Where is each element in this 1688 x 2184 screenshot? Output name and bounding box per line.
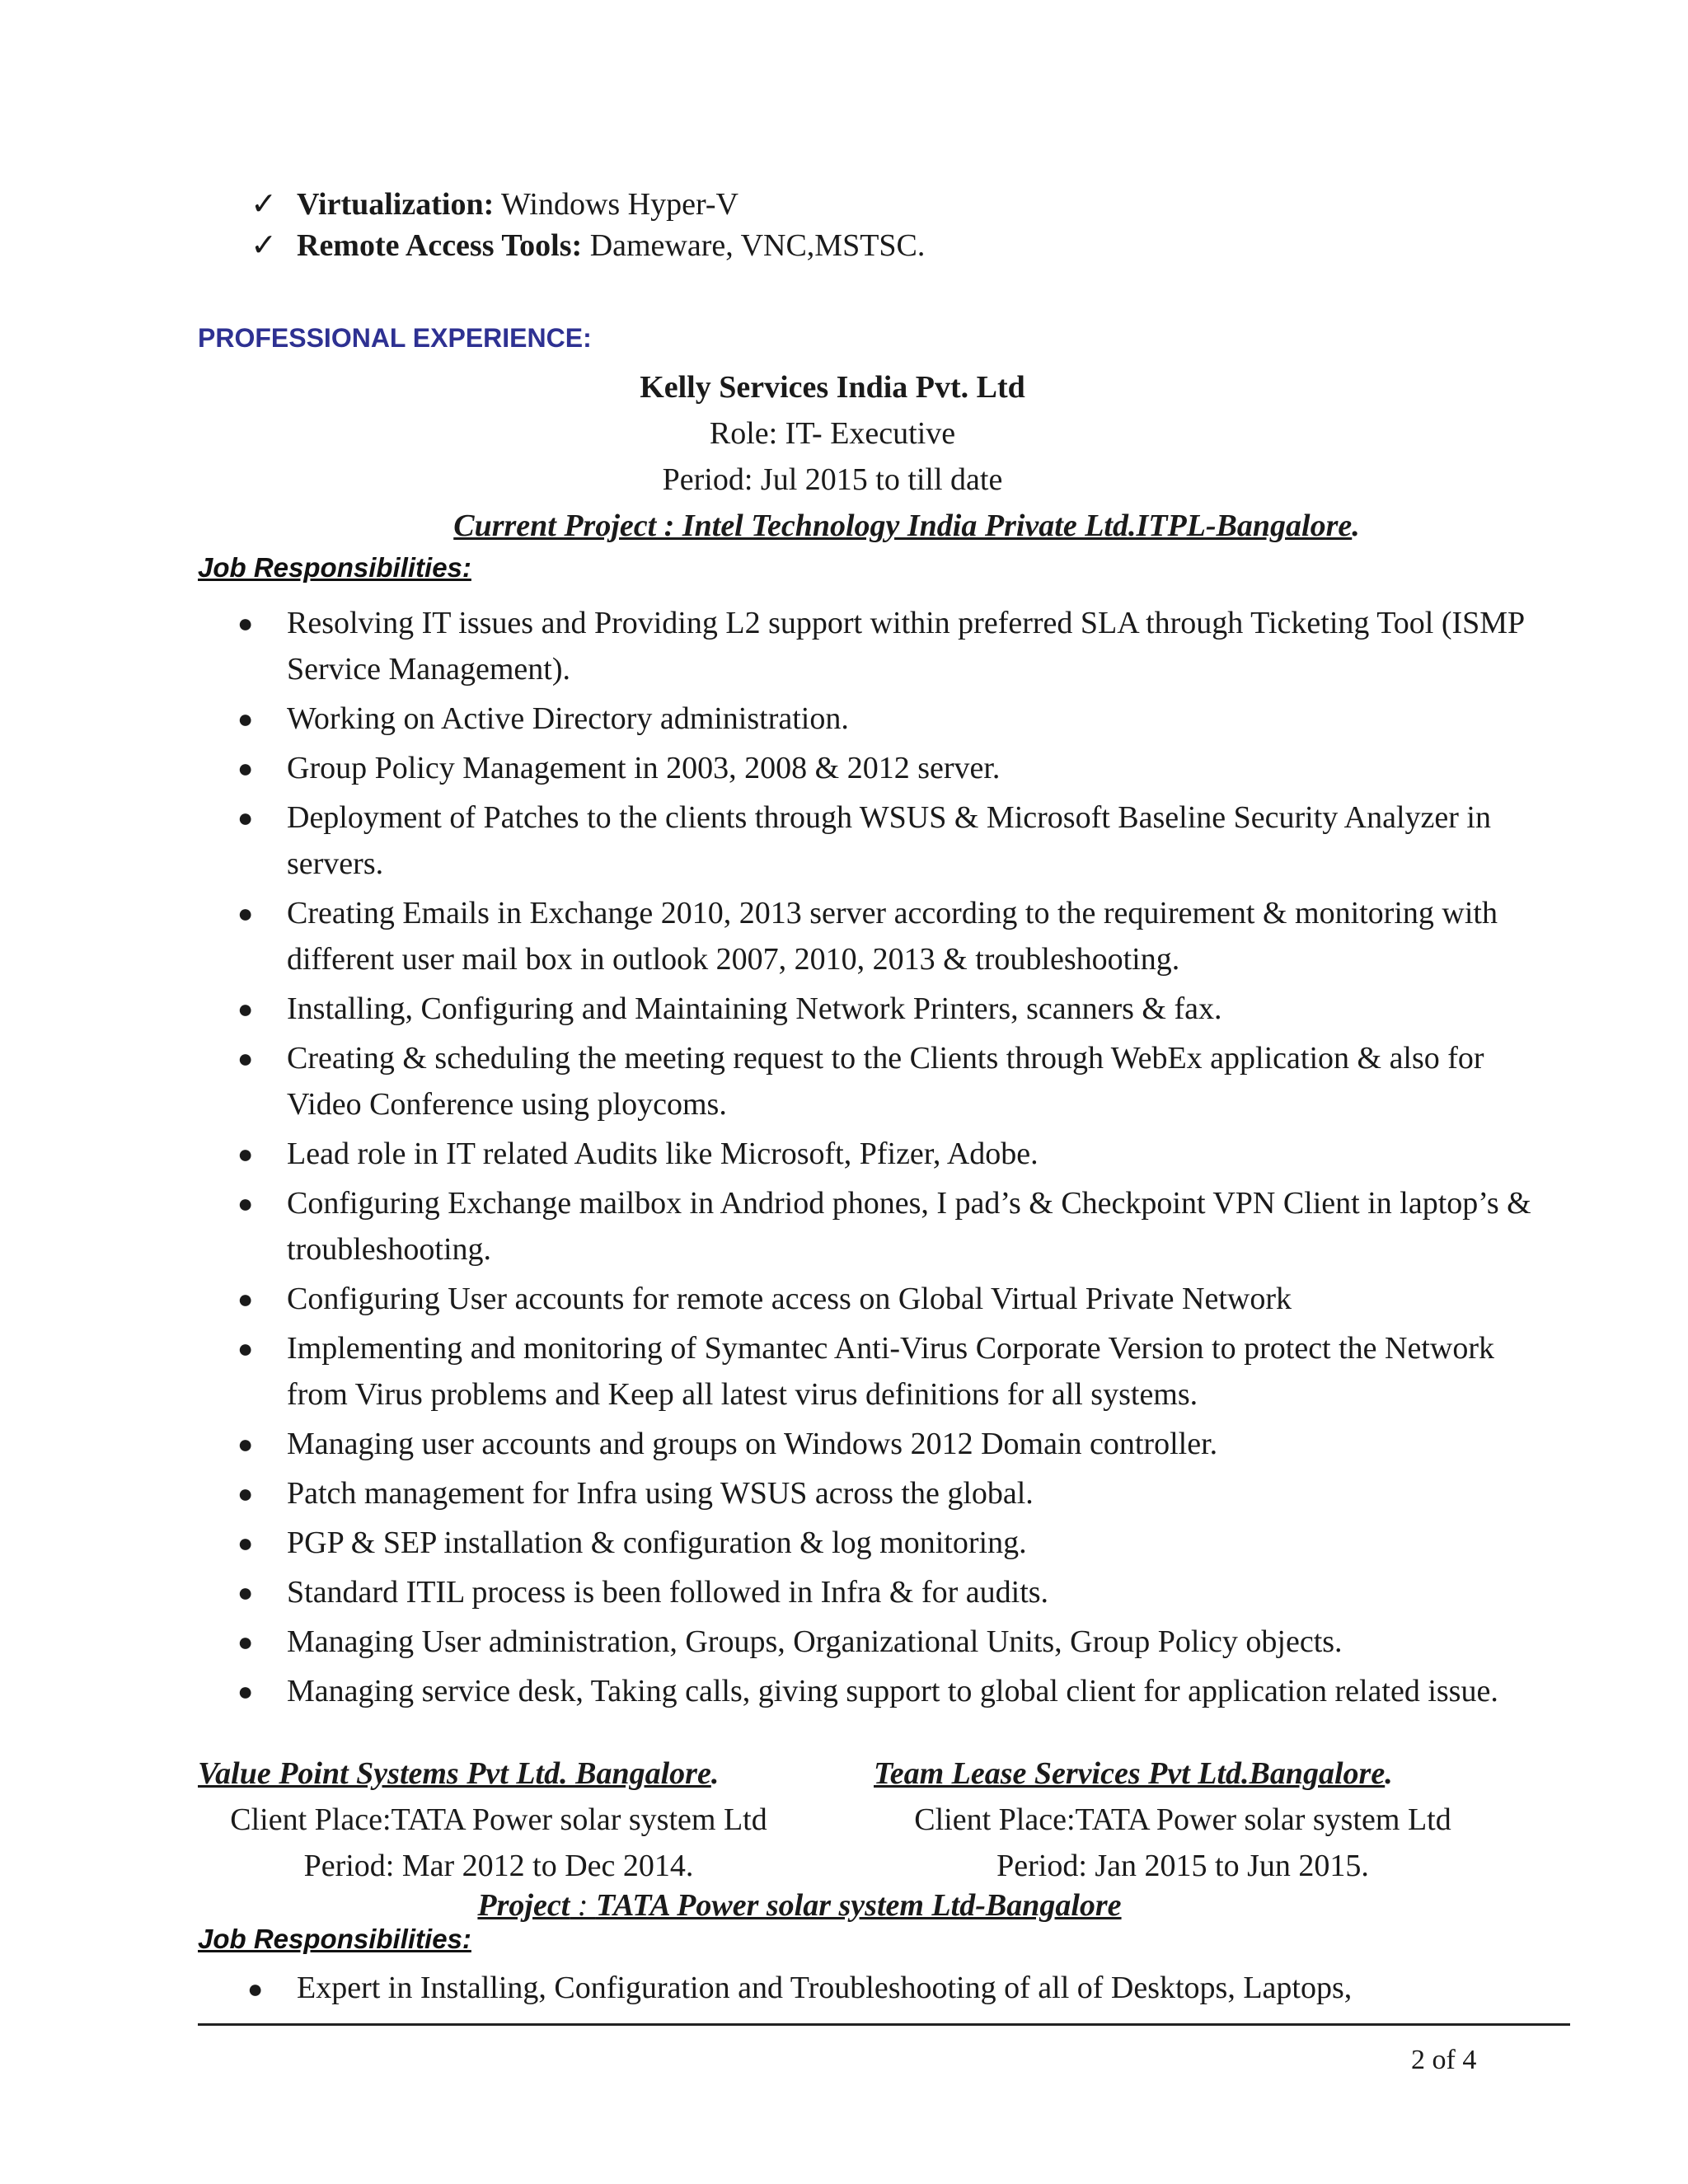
bullet-icon: ●: [247, 1974, 264, 2004]
bullet-icon: ●: [237, 1188, 254, 1218]
list-item: ● Creating Emails in Exchange 2010, 2013 server according to the requirement & monitoring with different user mail box in outlook 2007, 2010, 2013 & troubleshooting.: [198, 890, 1550, 982]
role: Role: IT- Executive: [709, 416, 956, 451]
list-item: ● Managing User administration, Groups, Organizational Units, Group Policy objects.: [198, 1619, 1550, 1665]
current-project-name: Current Project : Intel Technology India Private Ltd.ITPL-Bangalore: [453, 509, 1353, 543]
previous-job-company: Value Point Systems Pvt Ltd. Bangalore.: [198, 1756, 720, 1791]
list-item: ● Creating & scheduling the meeting request to the Clients through WebEx application & also for Video Conference using ploycoms.: [198, 1035, 1550, 1127]
project-label: Project: [477, 1888, 570, 1923]
section-title: PROFESSIONAL EXPERIENCE:: [198, 323, 592, 353]
project-name: TATA Power solar system Ltd-Bangalore: [595, 1888, 1122, 1923]
previous-job-client: Client Place:TATA Power solar system Ltd: [230, 1802, 767, 1837]
footer-divider: [198, 2023, 1570, 2026]
bullet-icon: ●: [237, 1139, 254, 1169]
previous-job-period: Period: Mar 2012 to Dec 2014.: [303, 1849, 694, 1883]
bullet-icon: ●: [237, 1676, 254, 1706]
bullet-icon: ●: [237, 753, 254, 783]
current-project: [0, 503, 1688, 549]
bullet-icon: ●: [237, 704, 254, 733]
bullet-icon: ●: [237, 1479, 254, 1508]
list-item: ● Configuring User accounts for remote access on Global Virtual Private Network: [198, 1276, 1550, 1322]
project-line: [0, 1882, 1599, 1929]
previous-job-period: Period: Jan 2015 to Jun 2015.: [996, 1849, 1369, 1883]
list-item: ● Installing, Configuring and Maintaining Network Printers, scanners & fax.: [198, 986, 1550, 1032]
previous-job-company: Team Lease Services Pvt Ltd.Bangalore.: [874, 1756, 1393, 1791]
list-item: ● Managing user accounts and groups on Windows 2012 Domain controller.: [198, 1421, 1550, 1467]
skill-item-remote-access: [247, 223, 925, 269]
bullet-icon: ●: [237, 1627, 254, 1657]
list-item: ● Expert in Installing, Configuration and Troubleshooting of all of Desktops, Laptops,: [247, 1965, 1352, 2012]
skill-label: Remote Access Tools:: [297, 228, 583, 263]
checkmark-icon: ✓: [251, 187, 277, 222]
list-item: ● Working on Active Directory administration.: [198, 696, 1550, 742]
bullet-icon: ●: [237, 803, 254, 832]
page-number: 2 of 4: [1411, 2045, 1477, 2075]
list-item: ● Resolving IT issues and Providing L2 support within preferred SLA through Ticketing Tool (ISMP Service Management).: [198, 600, 1550, 692]
period: Period: Jul 2015 to till date: [662, 462, 1003, 497]
checkmark-icon: ✓: [251, 228, 277, 263]
previous-job-value-point: [198, 1750, 857, 1889]
list-item: ● Group Policy Management in 2003, 2008 & 2012 server.: [198, 745, 1550, 791]
bullet-icon: ●: [237, 1284, 254, 1314]
job-responsibilities-heading-2: Job Responsibilities:: [198, 1924, 471, 1954]
list-item: ● Lead role in IT related Audits like Microsoft, Pfizer, Adobe.: [198, 1131, 1550, 1177]
bullet-icon: ●: [237, 1528, 254, 1558]
bullet-icon: ●: [237, 1333, 254, 1363]
project-separator: :: [570, 1888, 596, 1923]
skill-item-virtualization: [247, 181, 738, 227]
previous-job-client: Client Place:TATA Power solar system Ltd: [914, 1802, 1451, 1837]
previous-job-team-lease: [874, 1750, 1533, 1889]
bullet-icon: ●: [237, 994, 254, 1024]
list-item: ● Deployment of Patches to the clients through WSUS & Microsoft Baseline Security Analyzer in servers.: [198, 794, 1550, 887]
skill-value: Windows Hyper-V: [494, 187, 738, 222]
list-item: ● Standard ITIL process is been followed in Infra & for audits.: [198, 1569, 1550, 1615]
list-item: ● Managing service desk, Taking calls, giving support to global client for application related issue.: [198, 1668, 1550, 1714]
list-item: ● Implementing and monitoring of Symantec Anti-Virus Corporate Version to protect the Network from Virus problems and Keep all latest virus definitions for all systems.: [198, 1325, 1550, 1418]
job-responsibilities-heading: Job Responsibilities:: [198, 552, 471, 583]
bullet-icon: ●: [237, 898, 254, 928]
bullet-icon: ●: [237, 608, 254, 638]
bullet-icon: ●: [237, 1429, 254, 1459]
responsibilities-list: [198, 600, 1550, 1718]
current-project-suffix: .: [1352, 509, 1360, 543]
company-name: Kelly Services India Pvt. Ltd: [640, 370, 1025, 405]
skill-label: Virtualization:: [297, 187, 495, 222]
list-item: ● Configuring Exchange mailbox in Andriod phones, I pad’s & Checkpoint VPN Client in laptop’s & troubleshooting.: [198, 1180, 1550, 1272]
skill-value: Dameware, VNC,MSTSC.: [582, 228, 926, 263]
list-item: ● Patch management for Infra using WSUS across the global.: [198, 1470, 1550, 1516]
bullet-icon: ●: [237, 1577, 254, 1607]
list-item: ● PGP & SEP installation & configuration & log monitoring.: [198, 1520, 1550, 1566]
bullet-icon: ●: [237, 1043, 254, 1073]
